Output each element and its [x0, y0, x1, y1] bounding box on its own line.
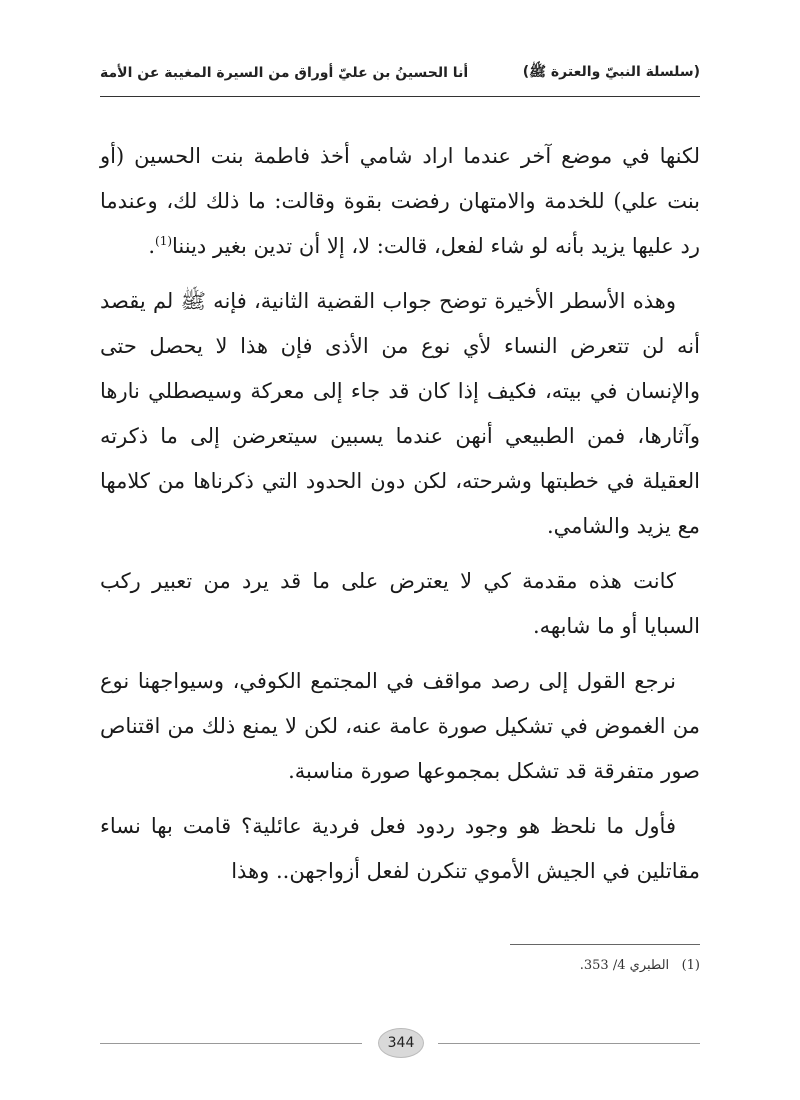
header-divider [100, 96, 700, 97]
page-number: 344 [378, 1028, 424, 1058]
running-header [100, 58, 700, 88]
paragraph-4: نرجع القول إلى رصد مواقف في المجتمع الكوفي، وسيواجهنا نوع من الغموض في تشكيل صورة عامة عنه، لكن لا يمنع ذلك من اقتناص صور متفرقة قد تشكل بمجموعها صورة مناسبة. [100, 669, 700, 783]
paragraph-3: كانت هذه مقدمة كي لا يعترض على ما قد يرد من تعبير ركب السبايا أو ما شابهه. [100, 569, 700, 638]
page-body [100, 134, 700, 904]
paragraph-1-ending: . [148, 234, 155, 258]
page-footer [100, 1028, 700, 1058]
footnote-number: (1) [681, 958, 700, 973]
footnote [100, 958, 700, 973]
footnote-text: الطبري 4/ 353. [579, 958, 670, 973]
paragraph-1 [100, 134, 700, 269]
footnote-reference[interactable]: (1) [155, 234, 173, 248]
paragraph-1-text: لكنها في موضع آخر عندما اراد شامي أخذ فاطمة بنت الحسين (أو بنت علي) للخدمة والامتهان رفضت بقوة وقالت: ما ذلك لك، وعندما رد عليها يزيد بأنه لو شاء لفعل، قالت: لا، إلا أن تدين بغير ديننا [100, 144, 700, 258]
footer-line-right [438, 1043, 700, 1044]
footnote-divider [510, 944, 700, 945]
series-title: (سلسلة النبيّ والعترة ﷺ) [522, 64, 700, 80]
footer-line-left [100, 1043, 362, 1044]
book-title: أنا الحسينُ بن عليّ أوراق من السيرة المغيبة عن الأمة [100, 65, 469, 81]
paragraph-5: فأول ما نلحظ هو وجود ردود فعل فردية عائلية؟ قامت بها نساء مقاتلين في الجيش الأموي تنكرن لفعل أزواجهن.. وهذا [100, 814, 700, 883]
paragraph-2: وهذه الأسطر الأخيرة توضح جواب القضية الثانية، فإنه ﷺ لم يقصد أنه لن تتعرض النساء لأي نوع من الأذى فإن هذا لا يحصل حتى والإنسان في بيته، فكيف إذا كان قد جاء إلى معركة وسيصطلي نارها وآثارها، فمن الطبيعي أنهن عندما يسبين سيتعرضن إلى ما ذكرته العقيلة في خطبتها وشرحته، لكن دون الحدود التي ذكرناها من كلامها مع يزيد والشامي. [100, 289, 700, 538]
